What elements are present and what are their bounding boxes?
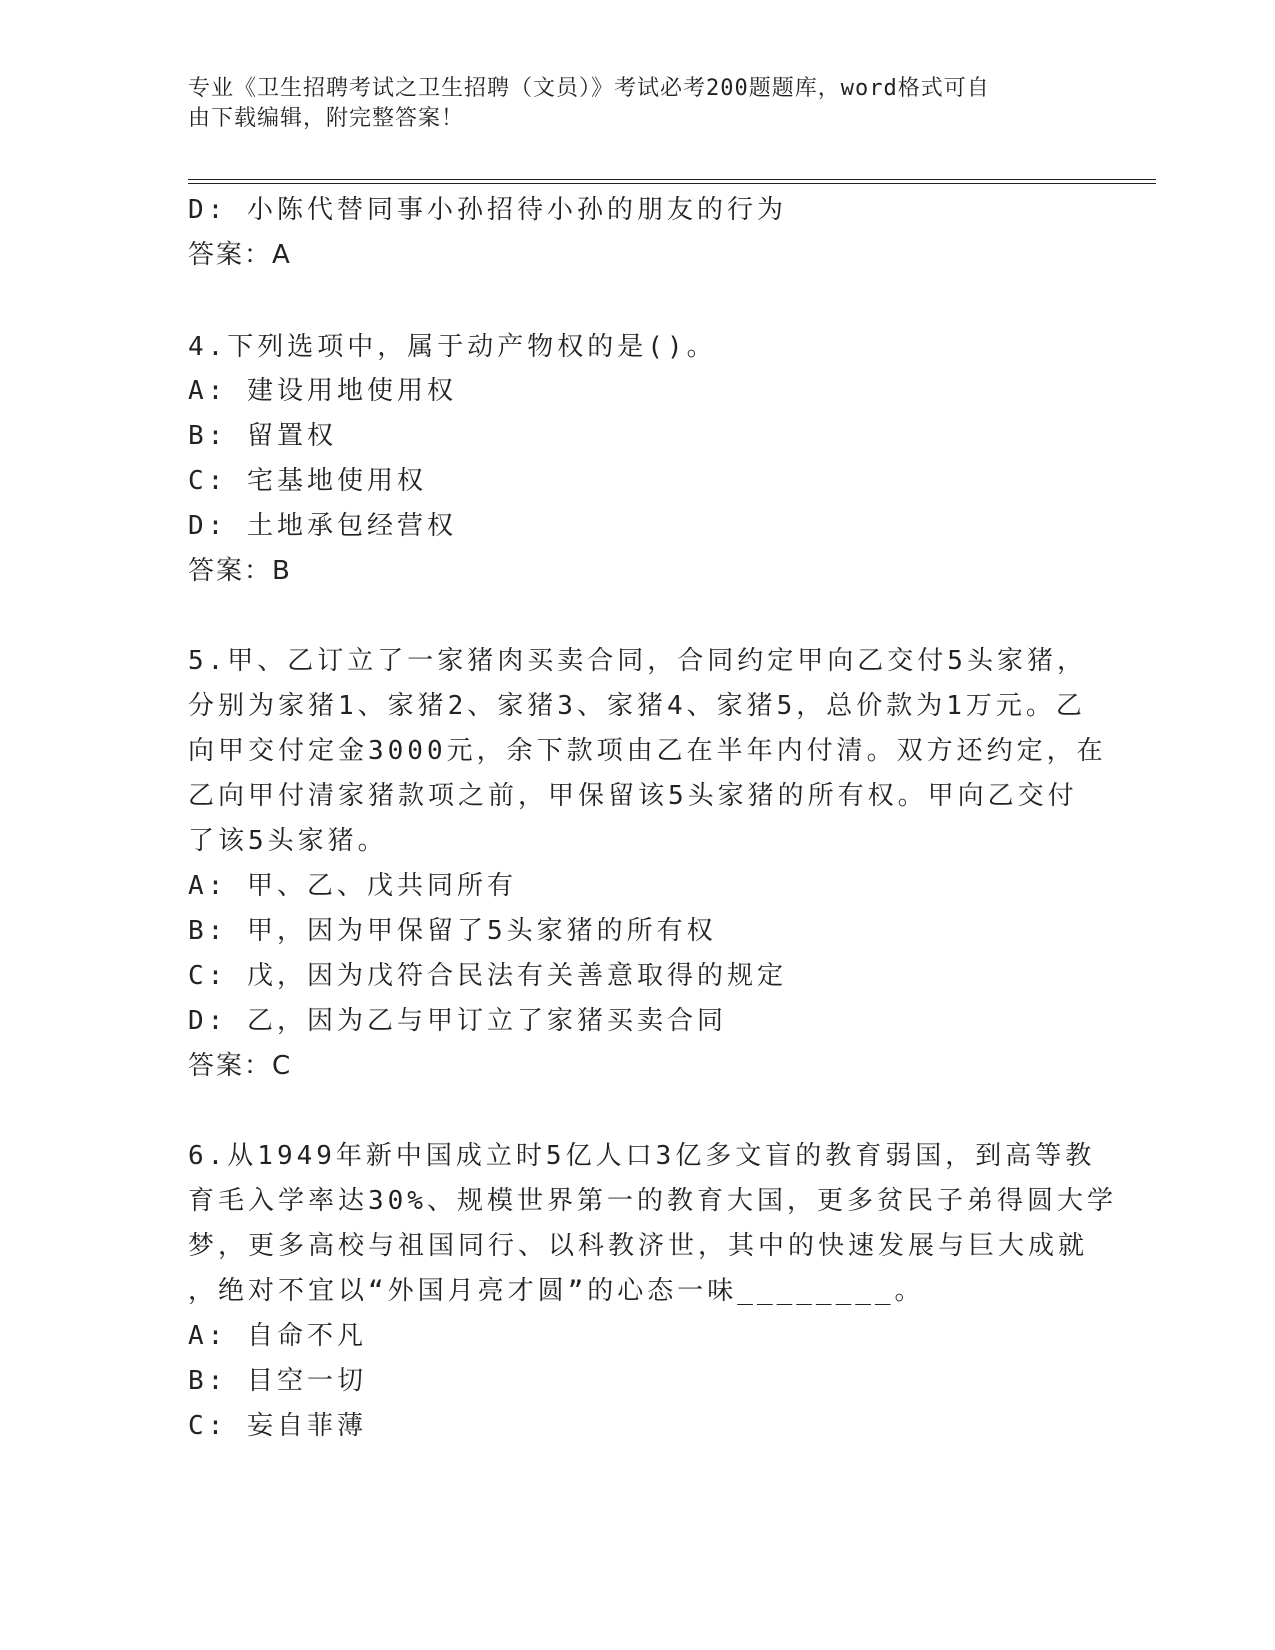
- q5-stem-line-2: 分别为家猪1、家猪2、家猪3、家猪4、家猪5，总价款为1万元。乙: [188, 691, 1086, 721]
- header-divider-top: [188, 179, 1156, 180]
- q6-option-b: B: 目空一切: [188, 1366, 367, 1396]
- q4-answer: 答案：B: [188, 556, 292, 586]
- header-line-2: 由下载编辑，附完整答案！: [188, 106, 465, 131]
- q5-option-d: D: 乙，因为乙与甲订立了家猪买卖合同: [188, 1006, 727, 1036]
- q6-stem-line-3: 梦，更多高校与祖国同行、以科教济世，其中的快速发展与巨大成就: [188, 1231, 1089, 1261]
- q4-option-d: D: 土地承包经营权: [188, 511, 457, 541]
- q3-option-d: D: 小陈代替同事小孙招待小孙的朋友的行为: [188, 195, 787, 225]
- q5-stem-line-3: 向甲交付定金3000元，余下款项由乙在半年内付清。双方还约定，在: [188, 736, 1107, 766]
- q3-answer: 答案：A: [188, 240, 292, 270]
- q4-option-b: B: 留置权: [188, 421, 337, 451]
- q6-stem-line-2: 育毛入学率达30%、规模世界第一的教育大国，更多贫民子弟得圆大学: [188, 1186, 1117, 1216]
- q5-option-a: A: 甲、乙、戊共同所有: [188, 871, 517, 901]
- q5-option-c: C: 戊，因为戊符合民法有关善意取得的规定: [188, 961, 787, 991]
- q6-option-c: C: 妄自菲薄: [188, 1411, 367, 1441]
- q5-option-b: B: 甲，因为甲保留了5头家猪的所有权: [188, 916, 717, 946]
- q6-stem-line-4: ，绝对不宜以“外国月亮才圆”的心态一味________。: [188, 1276, 925, 1306]
- q4-option-a: A: 建设用地使用权: [188, 376, 457, 406]
- header-divider-bottom: [188, 183, 1156, 184]
- q6-stem-line-1: 6.从1949年新中国成立时5亿人口3亿多文盲的教育弱国，到高等教: [188, 1141, 1096, 1171]
- q4-stem: 4.下列选项中，属于动产物权的是()。: [188, 332, 717, 362]
- q5-stem-line-4: 乙向甲付清家猪款项之前，甲保留该5头家猪的所有权。甲向乙交付: [188, 781, 1078, 811]
- q5-stem-line-5: 了该5头家猪。: [188, 826, 388, 856]
- q5-stem-line-1: 5.甲、乙订立了一家猪肉买卖合同，合同约定甲向乙交付5头家猪，: [188, 646, 1087, 676]
- q6-option-a: A: 自命不凡: [188, 1321, 367, 1351]
- document-header: [188, 74, 1088, 134]
- header-line-1: 专业《卫生招聘考试之卫生招聘（文员）》考试必考200题题库，word格式可自: [188, 76, 990, 101]
- q5-answer: 答案：C: [188, 1051, 293, 1081]
- q4-option-c: C: 宅基地使用权: [188, 466, 427, 496]
